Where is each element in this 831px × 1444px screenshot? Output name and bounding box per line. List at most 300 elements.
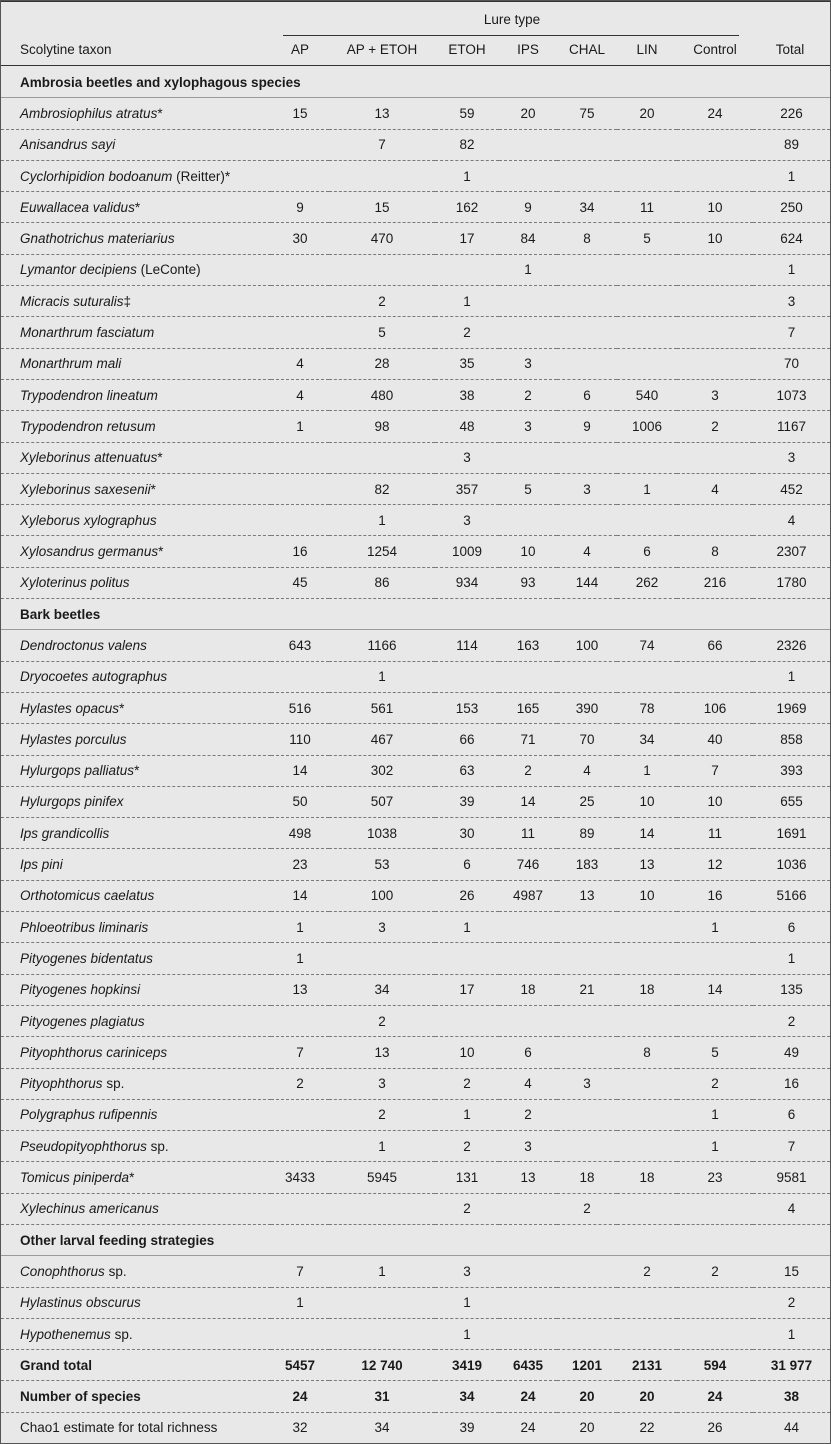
count-cell: 3433 [271, 1162, 329, 1193]
taxon-name: Trypodendron lineatum [20, 387, 158, 403]
count-cell: 1 [617, 473, 677, 504]
count-cell [557, 160, 617, 191]
count-cell [557, 912, 617, 943]
count-cell [617, 661, 677, 692]
count-cell: 23 [271, 849, 329, 880]
count-cell: 2 [753, 1287, 830, 1318]
count-cell [271, 1099, 329, 1130]
count-cell: 1 [499, 254, 557, 285]
taxon-cell [1, 567, 271, 598]
count-cell: 1 [753, 1318, 830, 1349]
taxon-marker: * [129, 1170, 135, 1186]
count-cell: 1 [435, 1287, 499, 1318]
count-cell: 59 [435, 98, 499, 129]
summary-cell: 3419 [435, 1350, 499, 1381]
taxon-name: Pityophthorus cariniceps [20, 1044, 168, 1060]
count-cell: 226 [753, 98, 830, 129]
count-cell [677, 254, 753, 285]
summary-cell: 24 [677, 1381, 753, 1412]
count-cell: 66 [677, 630, 753, 661]
count-cell: 2 [499, 1099, 557, 1130]
count-cell: 8 [677, 536, 753, 567]
count-cell: 2 [329, 286, 435, 317]
col-header-taxon: Scolytine taxon [20, 42, 112, 57]
taxon-cell [1, 912, 271, 943]
count-cell: 4 [557, 536, 617, 567]
count-cell [435, 661, 499, 692]
count-cell: 1 [271, 912, 329, 943]
col-header-total: Total [775, 42, 805, 57]
summary-cell: 34 [435, 1381, 499, 1412]
count-cell: 24 [677, 98, 753, 129]
count-cell: 390 [557, 692, 617, 723]
taxon-cell [1, 818, 271, 849]
count-cell [677, 442, 753, 473]
count-cell [557, 254, 617, 285]
count-cell: 10 [435, 1037, 499, 1068]
count-cell: 26 [435, 880, 499, 911]
count-cell: 10 [677, 786, 753, 817]
table-row [1, 912, 830, 943]
col-header-lin: LIN [636, 42, 658, 57]
count-cell: 63 [435, 755, 499, 786]
count-cell: 1 [271, 943, 329, 974]
count-cell: 2 [677, 411, 753, 442]
count-cell [557, 286, 617, 317]
count-cell: 18 [617, 1162, 677, 1193]
count-cell: 35 [435, 348, 499, 379]
count-cell: 135 [753, 974, 830, 1005]
count-cell: 2 [499, 755, 557, 786]
count-cell: 1969 [753, 692, 830, 723]
count-cell: 6 [753, 912, 830, 943]
summary-label: Number of species [1, 1381, 271, 1412]
count-cell: 9 [271, 192, 329, 223]
summary-row [1, 1350, 830, 1381]
count-cell: 18 [617, 974, 677, 1005]
taxon-cell [1, 630, 271, 661]
taxon-marker: ‡ [123, 293, 132, 309]
count-cell [557, 943, 617, 974]
count-cell [271, 1318, 329, 1349]
taxon-authority: (LeConte) [136, 262, 201, 278]
count-cell: 1 [329, 1131, 435, 1162]
count-cell: 2 [435, 1193, 499, 1224]
count-cell: 643 [271, 630, 329, 661]
table-row [1, 661, 830, 692]
taxon-cell [1, 379, 271, 410]
count-cell [677, 160, 753, 191]
taxon-name: Tomicus piniperda [20, 1170, 130, 1186]
count-cell [271, 160, 329, 191]
count-cell [499, 1318, 557, 1349]
count-cell: 71 [499, 724, 557, 755]
taxon-cell [1, 1162, 271, 1193]
count-cell [617, 1005, 677, 1036]
count-cell: 4 [271, 379, 329, 410]
count-cell [499, 1256, 557, 1287]
count-cell: 2 [329, 1005, 435, 1036]
taxon-authority: sp. [146, 1138, 169, 1154]
count-cell: 13 [557, 880, 617, 911]
count-cell: 1 [435, 160, 499, 191]
taxon-marker: * [157, 450, 163, 466]
taxon-name: Ambrosiophilus atratus [20, 105, 158, 121]
count-cell [677, 1005, 753, 1036]
count-cell: 10 [499, 536, 557, 567]
count-cell: 1073 [753, 379, 830, 410]
count-cell: 14 [677, 974, 753, 1005]
count-cell: 89 [557, 818, 617, 849]
count-cell: 6 [617, 536, 677, 567]
table-row [1, 536, 830, 567]
table-row [1, 724, 830, 755]
count-cell: 250 [753, 192, 830, 223]
count-cell [271, 129, 329, 160]
lure-type-heading: Lure type [483, 12, 541, 27]
count-cell: 507 [329, 786, 435, 817]
count-cell: 14 [271, 880, 329, 911]
taxon-name: Phloeotribus liminaris [20, 919, 149, 935]
taxon-cell [1, 505, 271, 536]
count-cell: 1 [617, 755, 677, 786]
summary-cell: 5457 [271, 1350, 329, 1381]
table-row [1, 442, 830, 473]
taxon-cell [1, 974, 271, 1005]
count-cell: 98 [329, 411, 435, 442]
count-cell: 540 [617, 379, 677, 410]
count-cell [557, 348, 617, 379]
summary-cell: 44 [784, 1420, 800, 1436]
summary-cell: 20 [617, 1381, 677, 1412]
count-cell [271, 473, 329, 504]
count-cell [617, 1193, 677, 1224]
count-cell [557, 317, 617, 348]
taxon-cell [1, 317, 271, 348]
count-cell [617, 1318, 677, 1349]
taxon-name: Xyleborus xylographus [20, 512, 157, 528]
table-row [1, 880, 830, 911]
count-cell: 4 [753, 1193, 830, 1224]
lure-type-rule [283, 35, 739, 36]
taxon-marker: * [134, 763, 140, 779]
count-cell: 8 [617, 1037, 677, 1068]
count-cell [617, 129, 677, 160]
taxon-authority: sp. [110, 1326, 133, 1342]
count-cell [677, 317, 753, 348]
taxon-authority: (Reitter)* [172, 168, 231, 184]
count-cell: 1 [753, 254, 830, 285]
summary-cell: 12 740 [329, 1350, 435, 1381]
count-cell [617, 317, 677, 348]
section-row [1, 599, 830, 630]
count-cell: 3 [557, 1068, 617, 1099]
taxon-cell [1, 1068, 271, 1099]
count-cell [617, 286, 677, 317]
count-cell: 3 [557, 473, 617, 504]
taxon-name: Monarthrum fasciatum [20, 325, 155, 341]
taxon-cell [1, 129, 271, 160]
table-row [1, 1037, 830, 1068]
count-cell: 2 [677, 1256, 753, 1287]
count-cell [677, 348, 753, 379]
count-cell [677, 286, 753, 317]
count-cell: 2 [329, 1099, 435, 1130]
taxon-cell [1, 1005, 271, 1036]
count-cell: 1 [753, 160, 830, 191]
taxon-cell [1, 98, 271, 129]
table-row [1, 348, 830, 379]
count-cell: 3 [435, 1256, 499, 1287]
count-cell [435, 254, 499, 285]
table-row [1, 943, 830, 974]
count-cell: 74 [617, 630, 677, 661]
count-cell [677, 661, 753, 692]
count-cell: 75 [557, 98, 617, 129]
count-cell: 7 [753, 317, 830, 348]
count-cell: 934 [435, 567, 499, 598]
count-cell: 1 [435, 286, 499, 317]
count-cell: 1 [271, 1287, 329, 1318]
taxon-name: Xyloterinus politus [20, 575, 130, 591]
taxon-cell [1, 442, 271, 473]
count-cell [271, 505, 329, 536]
count-cell [557, 1318, 617, 1349]
section-title: Ambrosia beetles and xylophagous species [1, 67, 830, 98]
taxon-cell [1, 1256, 271, 1287]
taxon-marker: * [157, 105, 163, 121]
count-cell [499, 160, 557, 191]
taxon-name: Orthotomicus caelatus [20, 888, 155, 904]
count-cell [435, 943, 499, 974]
count-cell: 4 [753, 505, 830, 536]
count-cell [499, 661, 557, 692]
count-cell: 14 [271, 755, 329, 786]
summary-cell: 20 [579, 1420, 595, 1436]
count-cell: 1 [677, 1099, 753, 1130]
taxon-name: Lymantor decipiens [20, 262, 137, 278]
summary-cell: 32 [292, 1420, 308, 1436]
taxon-name: Hylastes porculus [20, 731, 127, 747]
count-cell: 3 [499, 411, 557, 442]
count-cell [329, 442, 435, 473]
count-cell [329, 1318, 435, 1349]
table-row [1, 192, 830, 223]
count-cell: 655 [753, 786, 830, 817]
count-cell: 1691 [753, 818, 830, 849]
count-cell: 13 [499, 1162, 557, 1193]
count-cell: 1 [329, 1256, 435, 1287]
count-cell: 2 [271, 1068, 329, 1099]
count-cell [499, 1005, 557, 1036]
count-cell: 23 [677, 1162, 753, 1193]
count-cell: 82 [329, 473, 435, 504]
count-cell: 40 [677, 724, 753, 755]
count-cell [617, 160, 677, 191]
count-cell [617, 1099, 677, 1130]
count-cell: 10 [677, 192, 753, 223]
count-cell: 2 [499, 379, 557, 410]
count-cell [499, 129, 557, 160]
count-cell: 15 [753, 1256, 830, 1287]
count-cell: 7 [677, 755, 753, 786]
count-cell: 561 [329, 692, 435, 723]
count-cell: 5 [677, 1037, 753, 1068]
count-cell: 30 [271, 223, 329, 254]
count-cell: 30 [435, 818, 499, 849]
summary-cell: 20 [557, 1381, 617, 1412]
table-row [1, 411, 830, 442]
table-row [1, 849, 830, 880]
count-cell [271, 317, 329, 348]
count-cell: 14 [617, 818, 677, 849]
table-row [1, 692, 830, 723]
count-cell: 38 [435, 379, 499, 410]
count-cell: 393 [753, 755, 830, 786]
count-cell: 1 [329, 661, 435, 692]
count-cell: 3 [499, 348, 557, 379]
summary-cell: 22 [639, 1420, 655, 1436]
count-cell [499, 1287, 557, 1318]
table-row [1, 1068, 830, 1099]
count-cell: 100 [329, 880, 435, 911]
taxon-authority: sp. [102, 1076, 125, 1092]
summary-cell: 31 [329, 1381, 435, 1412]
count-cell: 89 [753, 129, 830, 160]
count-cell: 3 [753, 442, 830, 473]
count-cell: 70 [557, 724, 617, 755]
count-cell [557, 1131, 617, 1162]
taxon-name: Trypodendron retusum [20, 418, 156, 434]
count-cell: 1 [435, 1099, 499, 1130]
count-cell: 1009 [435, 536, 499, 567]
count-cell: 216 [677, 567, 753, 598]
table-row [1, 1256, 830, 1287]
taxon-cell [1, 223, 271, 254]
taxon-cell [1, 286, 271, 317]
count-cell: 9 [557, 411, 617, 442]
count-cell: 18 [499, 974, 557, 1005]
count-cell [677, 1318, 753, 1349]
count-cell: 3 [435, 442, 499, 473]
count-cell [435, 1005, 499, 1036]
count-cell: 39 [435, 786, 499, 817]
col-header-ips: IPS [517, 42, 539, 57]
count-cell: 1167 [753, 411, 830, 442]
table-row [1, 98, 830, 129]
count-cell: 13 [271, 974, 329, 1005]
count-cell [557, 505, 617, 536]
summary-cell: 1201 [557, 1350, 617, 1381]
table-header [1, 1, 830, 66]
table-row [1, 1193, 830, 1224]
count-cell [329, 254, 435, 285]
count-cell [271, 442, 329, 473]
count-cell: 114 [435, 630, 499, 661]
count-cell [271, 1005, 329, 1036]
count-cell: 1780 [753, 567, 830, 598]
count-cell [271, 254, 329, 285]
count-cell: 162 [435, 192, 499, 223]
table-row [1, 379, 830, 410]
count-cell [677, 1193, 753, 1224]
count-cell: 5945 [329, 1162, 435, 1193]
count-cell [677, 1287, 753, 1318]
count-cell: 48 [435, 411, 499, 442]
summary-cell: 31 977 [753, 1350, 830, 1381]
count-cell [499, 912, 557, 943]
count-cell [271, 1131, 329, 1162]
taxon-cell [1, 1037, 271, 1068]
count-cell: 15 [329, 192, 435, 223]
summary-cell: 594 [677, 1350, 753, 1381]
taxon-marker: * [158, 544, 164, 560]
count-cell [557, 1287, 617, 1318]
count-cell [499, 1193, 557, 1224]
table-row [1, 129, 830, 160]
count-cell: 1 [435, 1318, 499, 1349]
count-cell: 86 [329, 567, 435, 598]
count-cell: 1 [753, 943, 830, 974]
taxon-name: Dryocoetes autographus [20, 669, 168, 685]
count-cell [329, 160, 435, 191]
count-cell: 5 [329, 317, 435, 348]
count-cell [557, 442, 617, 473]
table-row [1, 223, 830, 254]
table-row [1, 786, 830, 817]
count-cell [329, 943, 435, 974]
count-cell [499, 943, 557, 974]
count-cell: 746 [499, 849, 557, 880]
taxon-cell [1, 692, 271, 723]
count-cell: 262 [617, 567, 677, 598]
count-cell: 66 [435, 724, 499, 755]
section-row [1, 67, 830, 98]
count-cell: 2326 [753, 630, 830, 661]
count-cell [557, 1256, 617, 1287]
taxon-name: Euwallacea validus [20, 199, 135, 215]
taxon-cell [1, 849, 271, 880]
count-cell: 11 [617, 192, 677, 223]
count-cell: 2 [435, 1068, 499, 1099]
count-cell: 2307 [753, 536, 830, 567]
taxon-cell [1, 786, 271, 817]
count-cell: 6 [557, 379, 617, 410]
count-cell [617, 1287, 677, 1318]
count-cell: 16 [271, 536, 329, 567]
count-cell: 7 [329, 129, 435, 160]
species-table [1, 67, 830, 1443]
count-cell: 4 [557, 755, 617, 786]
count-cell: 516 [271, 692, 329, 723]
count-cell: 1 [677, 912, 753, 943]
count-cell: 1036 [753, 849, 830, 880]
count-cell: 7 [271, 1256, 329, 1287]
count-cell: 4987 [499, 880, 557, 911]
taxon-cell [1, 755, 271, 786]
taxon-cell [1, 473, 271, 504]
count-cell: 17 [435, 223, 499, 254]
count-cell: 2 [557, 1193, 617, 1224]
count-cell [617, 912, 677, 943]
col-header-chal: CHAL [568, 42, 605, 57]
count-cell: 165 [499, 692, 557, 723]
count-cell: 106 [677, 692, 753, 723]
count-cell [271, 661, 329, 692]
taxon-name: Hylastes opacus [20, 700, 120, 716]
count-cell: 1254 [329, 536, 435, 567]
taxon-name: Gnathotrichus materiarius [20, 231, 175, 247]
